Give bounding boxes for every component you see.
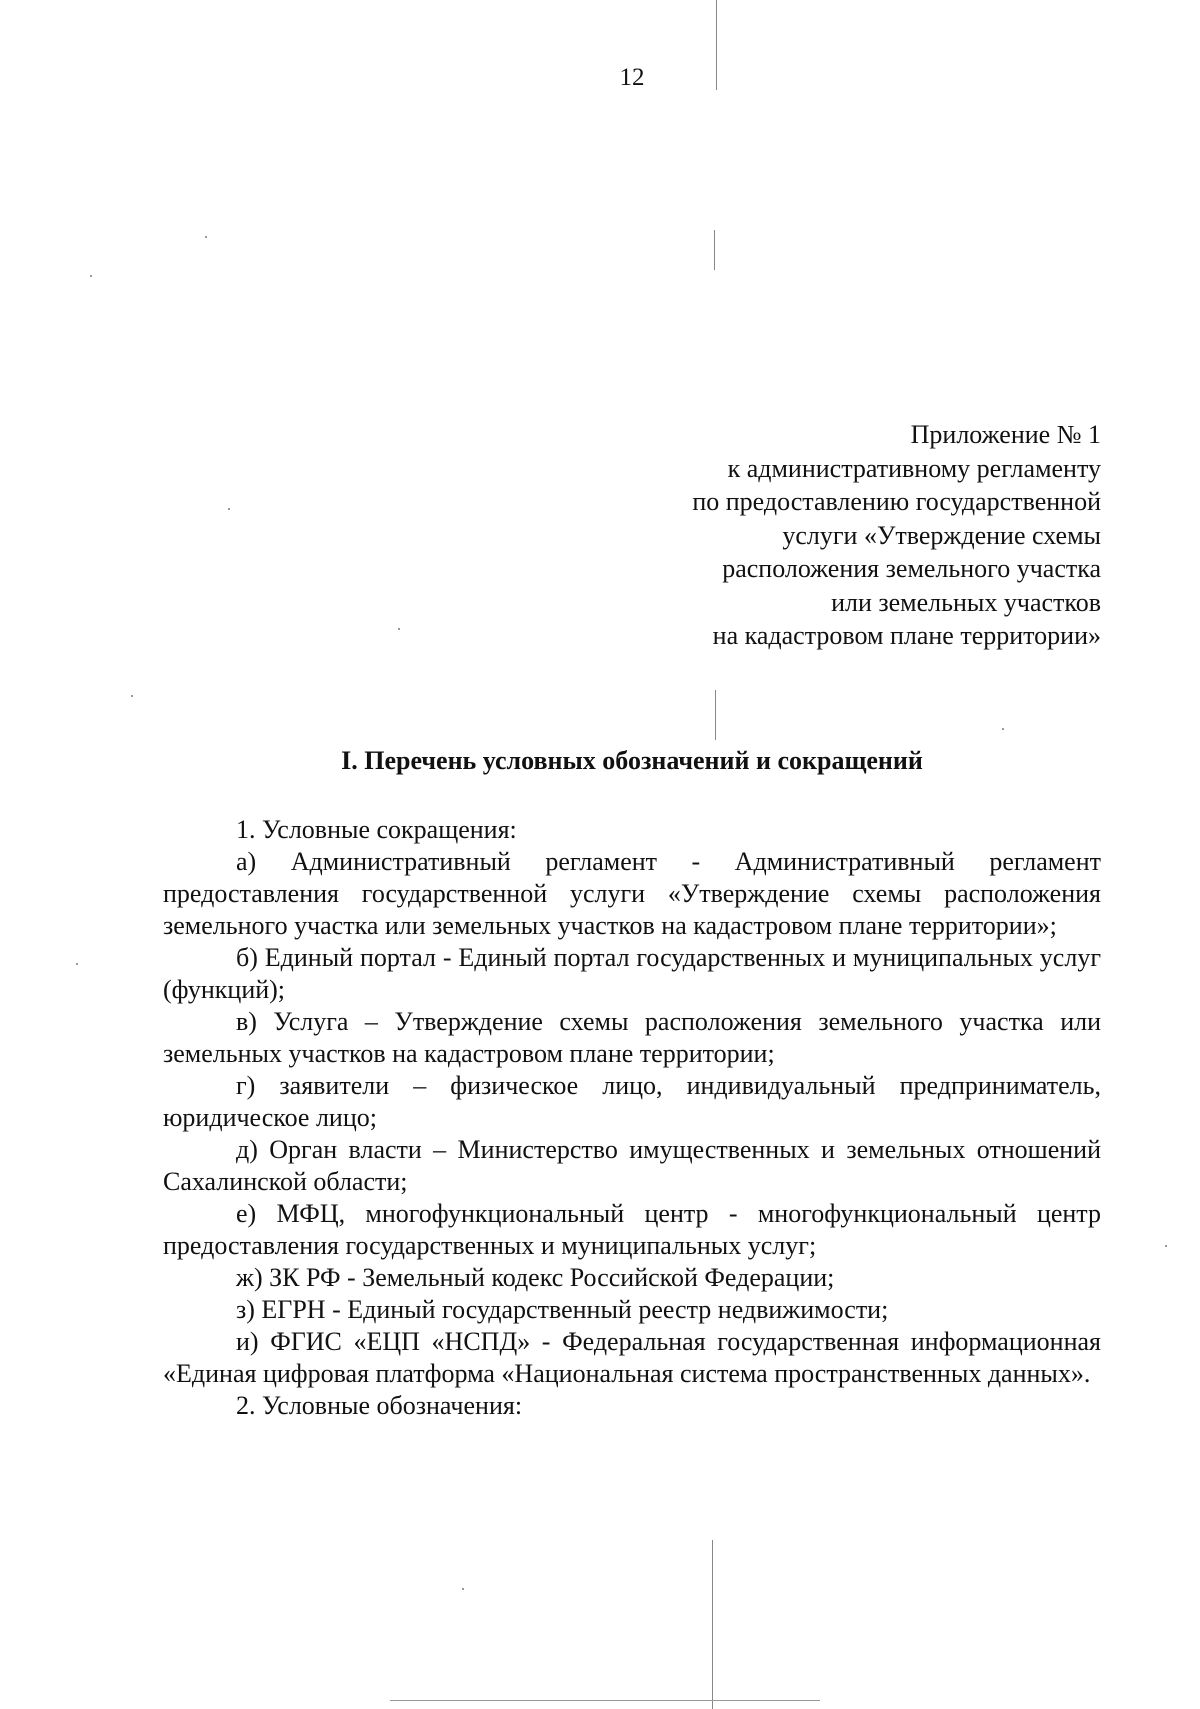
section-body xyxy=(163,814,1101,1422)
scan-speck xyxy=(462,1588,464,1590)
appendix-line: расположения земельного участка xyxy=(722,554,1101,583)
scan-artifact-bottom-line xyxy=(390,1700,820,1701)
appendix-line: к административному регламенту xyxy=(727,453,1101,483)
scan-artifact-line xyxy=(712,1540,713,1709)
scan-speck xyxy=(228,508,230,510)
scan-artifact-line xyxy=(715,690,716,740)
scan-speck xyxy=(398,628,400,630)
paragraph: 2. Условные обозначения: xyxy=(236,1391,523,1420)
appendix-line: Приложение № 1 xyxy=(910,420,1101,449)
paragraph: и) ФГИС «ЕЦП «НСПД» - Федеральная государственная информационная «Единая цифровая платформа «Национальная система пространственных данных». xyxy=(163,1327,1101,1388)
paragraph: з) ЕГРН - Единый государственный реестр недвижимости; xyxy=(236,1295,889,1324)
scan-speck xyxy=(1165,1245,1167,1247)
paragraph: а) Административный регламент - Административный регламент предоставления государственной услуги «Утверждение схемы расположения земельного участка или земельных участков на кадастровом плане территории»; xyxy=(163,847,1101,940)
appendix-line: услуги «Утверждение схемы xyxy=(782,520,1101,550)
scan-artifact-line xyxy=(714,230,715,270)
paragraph: ж) ЗК РФ - Земельный кодекс Российской Федерации; xyxy=(236,1263,835,1292)
scan-speck xyxy=(76,963,78,965)
scan-speck xyxy=(1002,728,1004,730)
paragraph: б) Единый портал - Единый портал государственных и муниципальных услуг (функций); xyxy=(163,943,1101,1004)
appendix-line: по предоставлению государственной xyxy=(692,487,1101,516)
paragraph: д) Орган власти – Министерство имущественных и земельных отношений Сахалинской области; xyxy=(163,1135,1101,1196)
section-title: I. Перечень условных обозначений и сокращений xyxy=(341,746,923,775)
paragraph: е) МФЦ, многофункциональный центр - многофункциональный центр предоставления государственных и муниципальных услуг; xyxy=(163,1199,1101,1260)
page-number: 12 xyxy=(619,64,645,91)
paragraph: 1. Условные сокращения: xyxy=(236,815,517,844)
paragraph: в) Услуга – Утверждение схемы расположения земельного участка или земельных участков на кадастровом плане территории; xyxy=(163,1007,1101,1068)
appendix-line: или земельных участков xyxy=(831,587,1101,617)
scan-speck xyxy=(205,236,207,238)
appendix-header xyxy=(581,418,1101,653)
appendix-line: на кадастровом плане территории» xyxy=(712,621,1101,650)
scan-speck xyxy=(131,695,133,697)
paragraph: г) заявители – физическое лицо, индивидуальный предприниматель, юридическое лицо; xyxy=(163,1071,1101,1132)
scan-speck xyxy=(90,275,92,277)
